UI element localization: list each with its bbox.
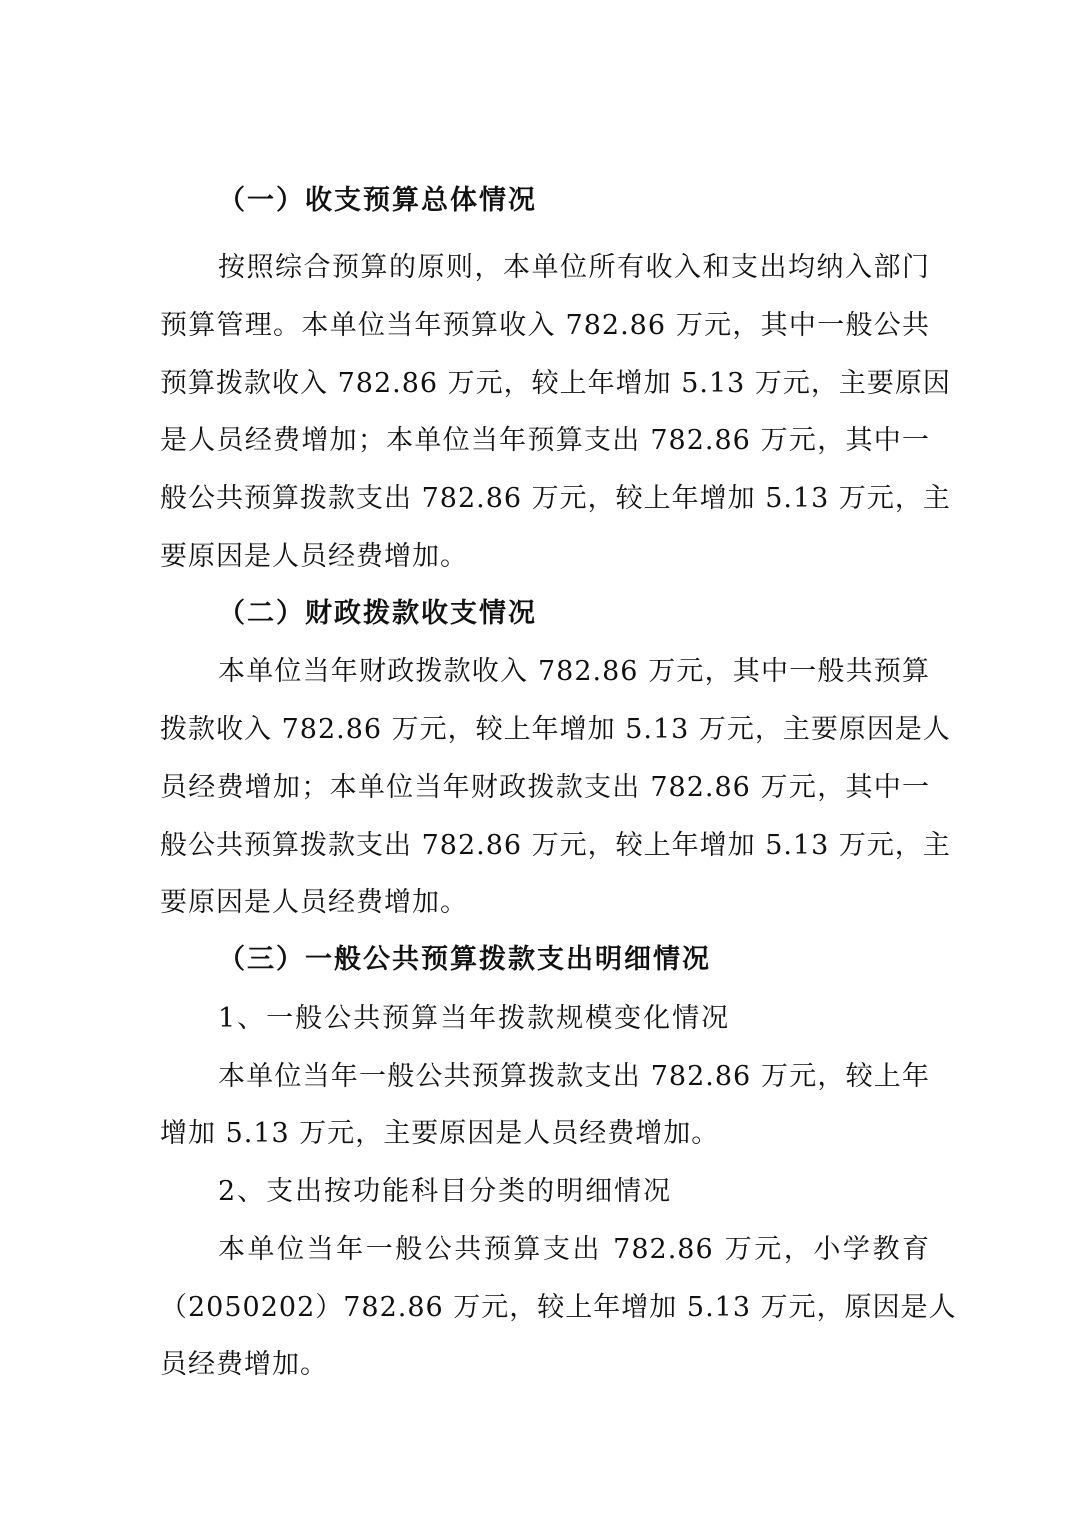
paragraph-line: 是人员经费增加；本单位当年预算支出 782.86 万元，其中一	[160, 425, 930, 456]
section-heading-3: （三）一般公共预算拨款支出明细情况	[218, 944, 711, 975]
paragraph-line: 增加 5.13 万元，主要原因是人员经费增加。	[160, 1118, 720, 1149]
paragraph-line: 预算拨款收入 782.86 万元，较上年增加 5.13 万元，主要原因	[160, 368, 951, 399]
paragraph-line: 要原因是人员经费增加。	[160, 887, 468, 918]
section-heading-2: （二）财政拨款收支情况	[218, 598, 537, 629]
paragraph-line: 般公共预算拨款支出 782.86 万元，较上年增加 5.13 万元，主	[160, 830, 951, 861]
paragraph-line: 员经费增加。	[160, 1349, 328, 1380]
paragraph-line: 按照综合预算的原则，本单位所有收入和支出均纳入部门	[218, 252, 930, 283]
paragraph-line: 本单位当年财政拨款收入 782.86 万元，其中一般共预算	[218, 656, 930, 687]
paragraph-line: 拨款收入 782.86 万元，较上年增加 5.13 万元，主要原因是人	[160, 714, 951, 745]
subsection-heading-2: 2、支出按功能科目分类的明细情况	[218, 1176, 673, 1207]
paragraph-line: 本单位当年一般公共预算拨款支出 782.86 万元，较上年	[218, 1061, 930, 1092]
paragraph-line: 般公共预算拨款支出 782.86 万元，较上年增加 5.13 万元，主	[160, 483, 951, 514]
subsection-heading-1: 1、一般公共预算当年拨款规模变化情况	[218, 1003, 731, 1034]
paragraph-line: （2050202）782.86 万元，较上年增加 5.13 万元，原因是人	[160, 1292, 957, 1323]
paragraph-line: 预算管理。本单位当年预算收入 782.86 万元，其中一般公共	[160, 310, 930, 341]
paragraph-line: 要原因是人员经费增加。	[160, 541, 468, 572]
paragraph-line: 本单位当年一般公共预算支出 782.86 万元，小学教育	[218, 1234, 930, 1265]
paragraph-line: 员经费增加；本单位当年财政拨款支出 782.86 万元，其中一	[160, 772, 930, 803]
section-heading-1: （一）收支预算总体情况	[218, 185, 537, 216]
